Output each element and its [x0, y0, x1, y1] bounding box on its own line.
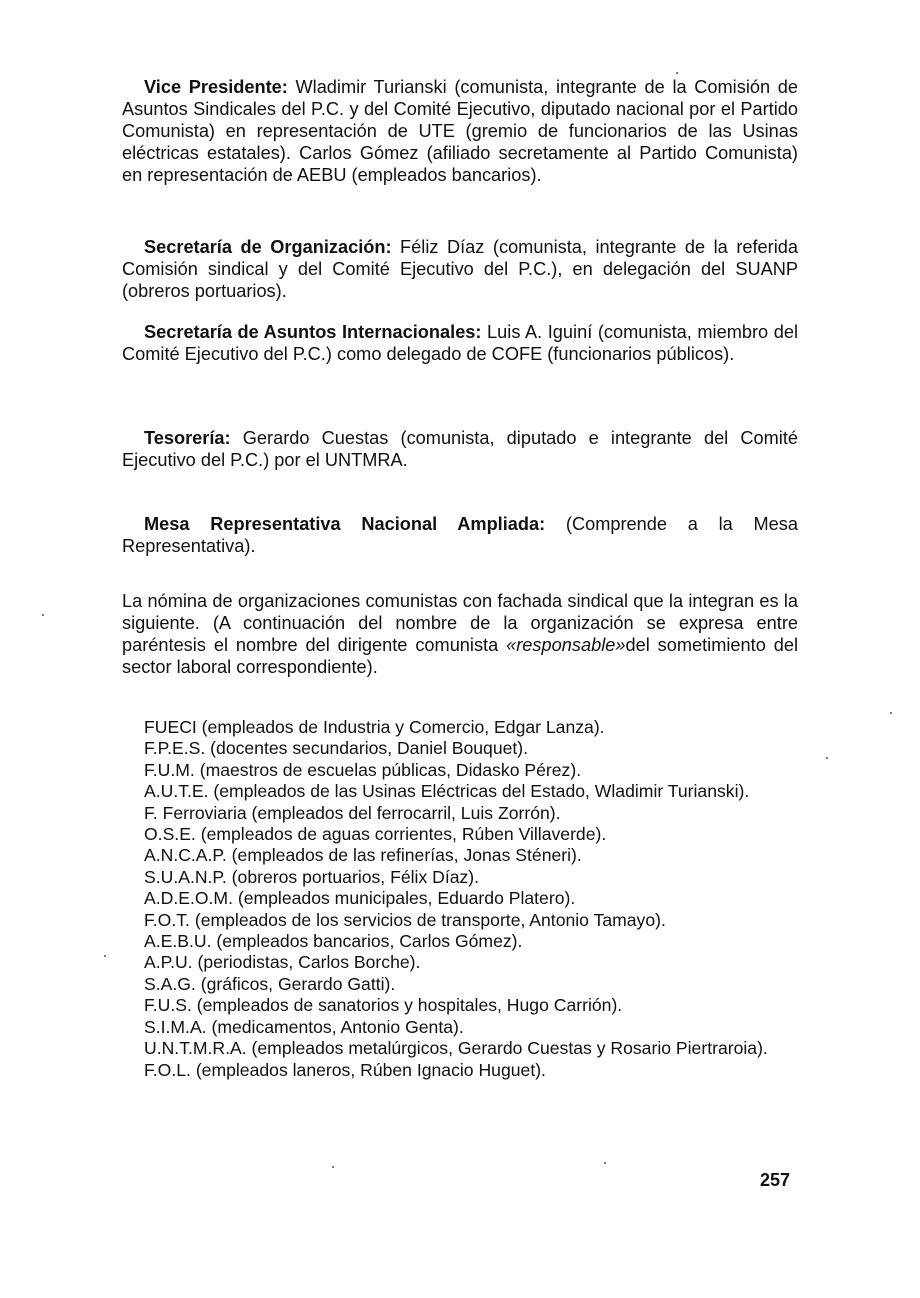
scan-speck: [604, 1162, 606, 1164]
section-label: Vice Presidente:: [144, 77, 288, 97]
section-label: Secretaría de Organización:: [144, 237, 392, 257]
section-mesa-representativa: [122, 513, 798, 557]
list-item: A.U.T.E. (empleados de las Usinas Eléctricas del Estado, Wladimir Turianski).: [144, 781, 750, 802]
list-item: U.N.T.M.R.A. (empleados metalúrgicos, Gerardo Cuestas y Rosario Piertraroia).: [144, 1038, 768, 1059]
list-item: A.E.B.U. (empleados bancarios, Carlos Gómez).: [144, 931, 523, 952]
organizations-intro: [122, 590, 798, 678]
list-item: F.U.M. (maestros de escuelas públicas, Didasko Pérez).: [144, 759, 582, 780]
list-item: FUECI (empleados de Industria y Comercio, Edgar Lanza).: [144, 717, 605, 737]
scan-speck: [676, 72, 678, 74]
organizations-list: [122, 717, 798, 1081]
section-secretaria-organizacion: [122, 236, 798, 302]
section-tesoreria: [122, 427, 798, 471]
list-item: F.P.E.S. (docentes secundarios, Daniel Bouquet).: [144, 738, 529, 759]
section-vice-presidente: [122, 76, 798, 186]
list-item: S.U.A.N.P. (obreros portuarios, Félix Díaz).: [144, 866, 480, 887]
list-item: A.D.E.O.M. (empleados municipales, Eduardo Platero).: [144, 888, 576, 909]
section-text: Luis A. Iguiní (comunista, miembro del Comité Ejecutivo del P.C.) como delegado de COFE (funcionarios públicos).: [122, 322, 798, 364]
scan-speck: [332, 1166, 334, 1168]
page-number: 257: [760, 1170, 791, 1190]
list-item: F.O.L. (empleados laneros, Rúben Ignacio Huguet).: [144, 1059, 546, 1080]
scan-speck: [890, 712, 892, 714]
list-item: F.U.S. (empleados de sanatorios y hospitales, Hugo Carrión).: [144, 995, 623, 1016]
scan-speck: [42, 614, 44, 616]
list-item: A.N.C.A.P. (empleados de las refinerías, Jonas Sténeri).: [144, 845, 582, 866]
section-label: Secretaría de Asuntos Internacionales:: [144, 322, 482, 342]
scan-speck: [826, 757, 828, 759]
list-item: O.S.E. (empleados de aguas corrientes, Rúben Villaverde).: [144, 824, 607, 845]
section-label: Mesa Representativa Nacional Ampliada:: [144, 514, 546, 534]
section-text: (Comprende a la Mesa Representativa).: [122, 514, 799, 556]
list-item: F. Ferroviaria (empleados del ferrocarril, Luis Zorrón).: [144, 802, 561, 823]
section-label: Tesorería:: [144, 428, 231, 448]
intro-text-after: del sometimiento del sector laboral correspondiente).: [122, 635, 798, 677]
section-secretaria-asuntos-internacionales: [122, 321, 798, 365]
list-item: S.I.M.A. (medicamentos, Antonio Genta).: [144, 1016, 464, 1037]
list-item: A.P.U. (periodistas, Carlos Borche).: [144, 952, 421, 973]
intro-text-before: La nómina de organizaciones comunistas con fachada sindical que la integran es la siguiente. (A continuación del nombre de la organización se expresa entre paréntesis el nombre del dirigente comunista: [122, 591, 798, 655]
section-text: Féliz Díaz (comunista, integrante de la referida Comisión sindical y del Comité Ejecutivo del P.C.), en delegación del SUANP (obreros portuarios).: [122, 237, 798, 301]
list-item: S.A.G. (gráficos, Gerardo Gatti).: [144, 973, 396, 994]
section-text: Gerardo Cuestas (comunista, diputado e integrante del Comité Ejecutivo del P.C.) por el UNTMRA.: [122, 428, 798, 470]
list-item: F.O.T. (empleados de los servicios de transporte, Antonio Tamayo).: [144, 909, 666, 930]
scan-speck: [104, 955, 106, 957]
section-text: Wladimir Turianski (comunista, integrante de la Comisión de Asuntos Sindicales del P.C. y del Comité Ejecutivo, diputado nacional por el Partido Comunista) en representación de UTE (gremio de funcionarios de las Usinas eléctricas estatales). Carlos Gómez (afiliado secretamente al Partido Comunista) en representación de AEBU (empleados bancarios).: [122, 77, 798, 185]
intro-emphasis: «responsable»: [506, 635, 626, 655]
